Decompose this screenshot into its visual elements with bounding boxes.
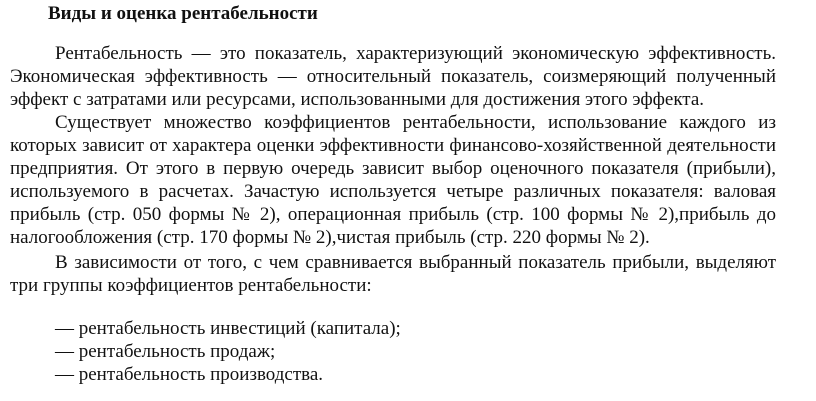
document-title: Виды и оценка рентабельности — [48, 3, 318, 24]
list-item: — рентабельность продаж; — [55, 341, 276, 362]
paragraph-1-line-2: Экономическая эффективность — относительный показатель, соизмеряющий полученный — [10, 66, 776, 87]
list-item: — рентабельность производства. — [55, 364, 324, 385]
list-item: — рентабельность инвестиций (капитала); — [55, 318, 401, 339]
paragraph-2-line-6: налогообложения (стр. 170 формы № 2),чистая прибыль (стр. 220 формы № 2). — [10, 227, 650, 248]
paragraph-3-line-2: три группы коэффициентов рентабельности: — [10, 275, 372, 296]
paragraph-1-line-3: эффект с затратами или ресурсами, использованными для достижения этого эффекта. — [10, 89, 705, 110]
paragraph-1-line-1: Рентабельность — это показатель, характеризующий экономическую эффективность. — [55, 43, 776, 64]
paragraph-2-line-2: которых зависит от характера оценки эффективности финансово-хозяйственной деятельности — [10, 135, 776, 156]
paragraph-2-line-5: прибыль (стр. 050 формы № 2), операционная прибыль (стр. 100 формы № 2),прибыль до — [10, 204, 776, 225]
paragraph-2-line-4: используемого в расчетах. Зачастую используется четыре различных показателя: валовая — [10, 181, 776, 202]
paragraph-3-line-1: В зависимости от того, с чем сравнивается выбранный показатель прибыли, выделяют — [55, 252, 776, 273]
paragraph-2-line-3: предприятия. От этого в первую очередь зависит выбор оценочного показателя (прибыли), — [10, 158, 776, 179]
paragraph-2-line-1: Существует множество коэффициентов рентабельности, использование каждого из — [55, 112, 776, 133]
